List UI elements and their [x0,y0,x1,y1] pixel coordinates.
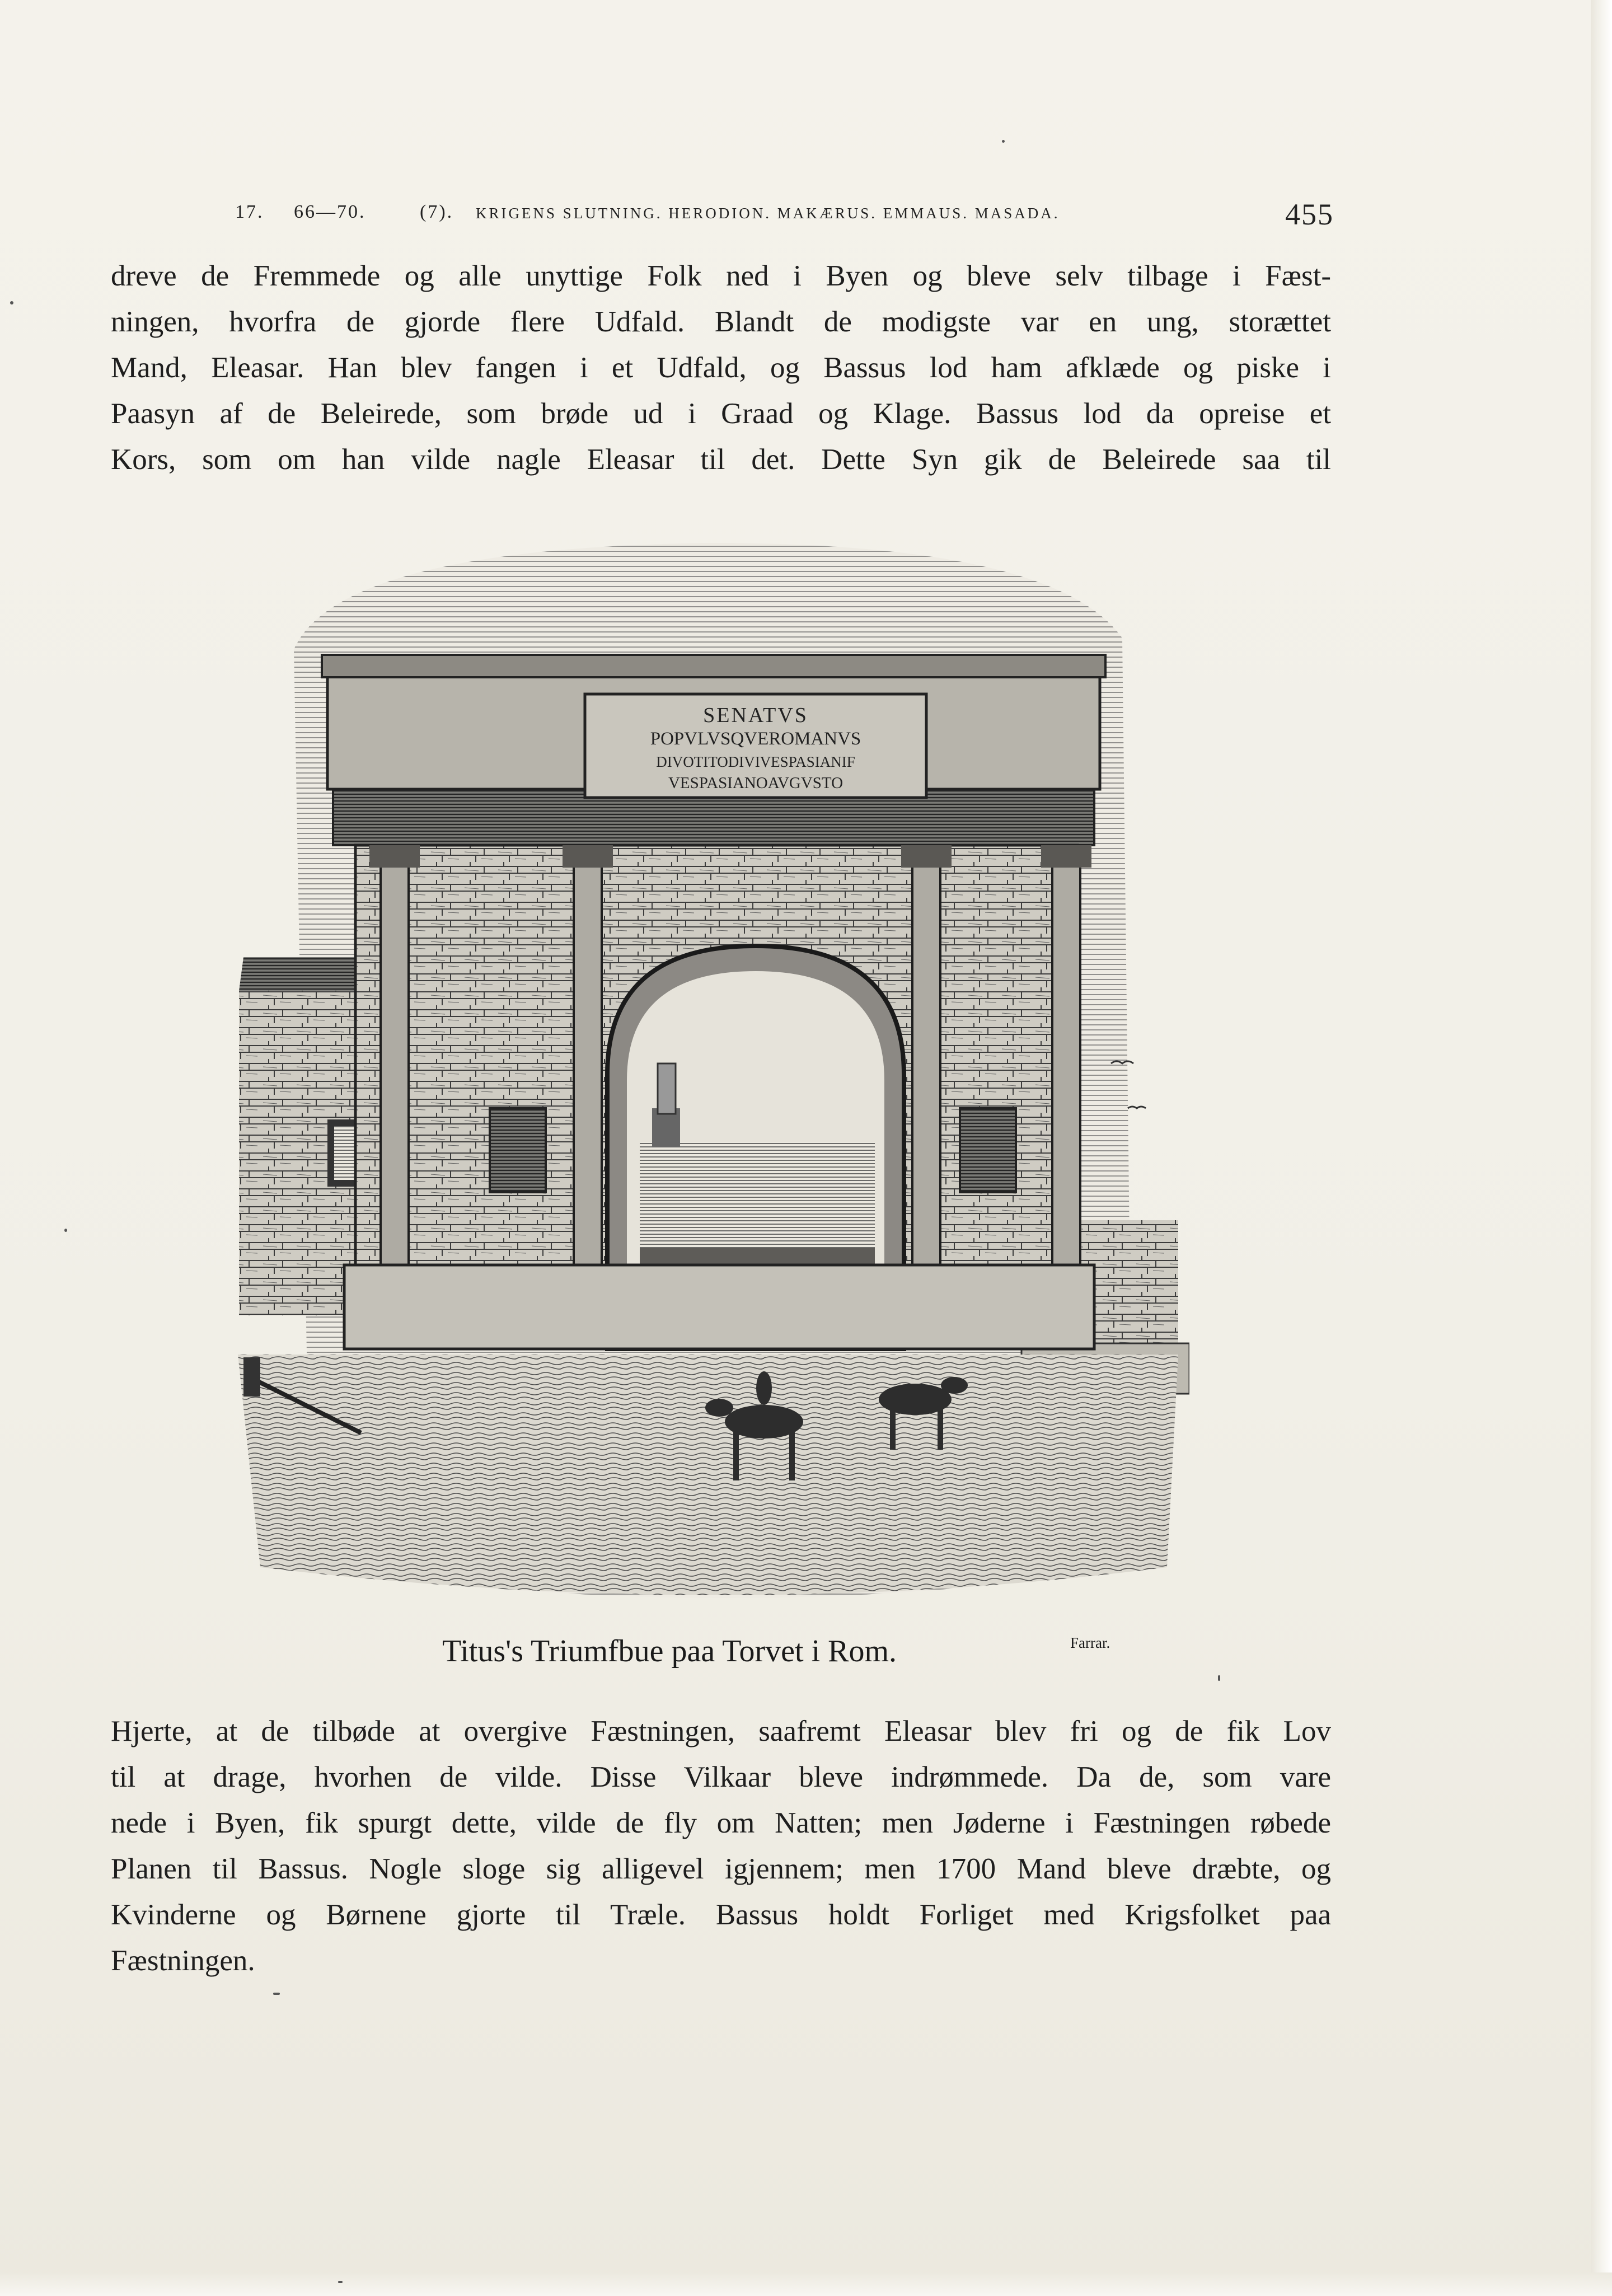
figure-credit: Farrar. [1070,1634,1110,1651]
speck [338,2281,343,2283]
inscription-line: VESPASIANOAVGVSTO [668,774,844,792]
speck [1002,140,1005,143]
triumphal-arch [322,655,1105,1349]
text-line: Kvinderne og Børnene gjorte til Træle. Bassus holdt Forliget med Krigsfolket paa [111,1899,1331,1931]
paragraph-bottom [111,1708,1331,1984]
inscription-line: DIVOTITODIVIVESPASIANIF [656,753,855,770]
paragraph-number: (7). [420,202,454,222]
text-line: Mand, Eleasar. Han blev fangen i et Udfald, og Bassus lod ham afklæde og piske i [111,352,1331,384]
speck [273,1993,280,1995]
speck [64,1229,67,1232]
text-line: Fæstningen. [111,1944,255,1977]
paragraph-top [111,253,1331,482]
text-line: ningen, hvorfra de gjorde flere Udfald. Blandt de modigste var en ung, storættet [111,306,1331,338]
text-line: Hjerte, at de tilbøde at overgive Fæstningen, saafremt Eleasar blev fri og de fik Lov [111,1715,1331,1747]
text-line: Planen til Bassus. Nogle sloge sig alligevel igjennem; men 1700 Mand bleve dræbte, og [111,1853,1331,1885]
page-edge-bottom [0,2272,1612,2296]
speck [1218,1675,1220,1681]
page-edge-right [1591,0,1612,2296]
inscription-line: SENATVS [703,704,808,727]
text-line: nede i Byen, fik spurgt dette, vilde de fly om Natten; men Jøderne i Fæstningen røbede [111,1807,1331,1839]
chapter-title: KRIGENS SLUTNING. HERODION. MAKÆRUS. EMMAUS. MASADA. [476,205,1060,222]
bell-tower [658,1063,676,1114]
section-number: 17. [235,202,264,222]
distant-buildings [640,1142,875,1254]
text-line: Paasyn af de Beleirede, som brøde ud i Graad og Klage. Bassus lod da opreise et [111,397,1331,430]
inscription-line: POPVLVSQVEROMANVS [650,729,861,749]
year-range: 66—70. [294,202,366,222]
figure-caption: Titus's Triumfbue paa Torvet i Rom. [442,1634,897,1669]
engraving-arch-of-titus [227,504,1189,1629]
page-number: 455 [1285,198,1334,231]
running-head [235,197,1343,236]
text-line: til at drage, hvorhen de vilde. Disse Vilkaar bleve indrømmede. Da de, som vare [111,1761,1331,1793]
text-line: Kors, som om han vilde nagle Eleasar til det. Dette Syn gik de Beleirede saa til [111,443,1331,476]
road [238,1355,1178,1595]
speck [10,301,13,304]
text-line: dreve de Fremmede og alle unyttige Folk ned i Byen og bleve selv tilbage i Fæst- [111,260,1331,292]
